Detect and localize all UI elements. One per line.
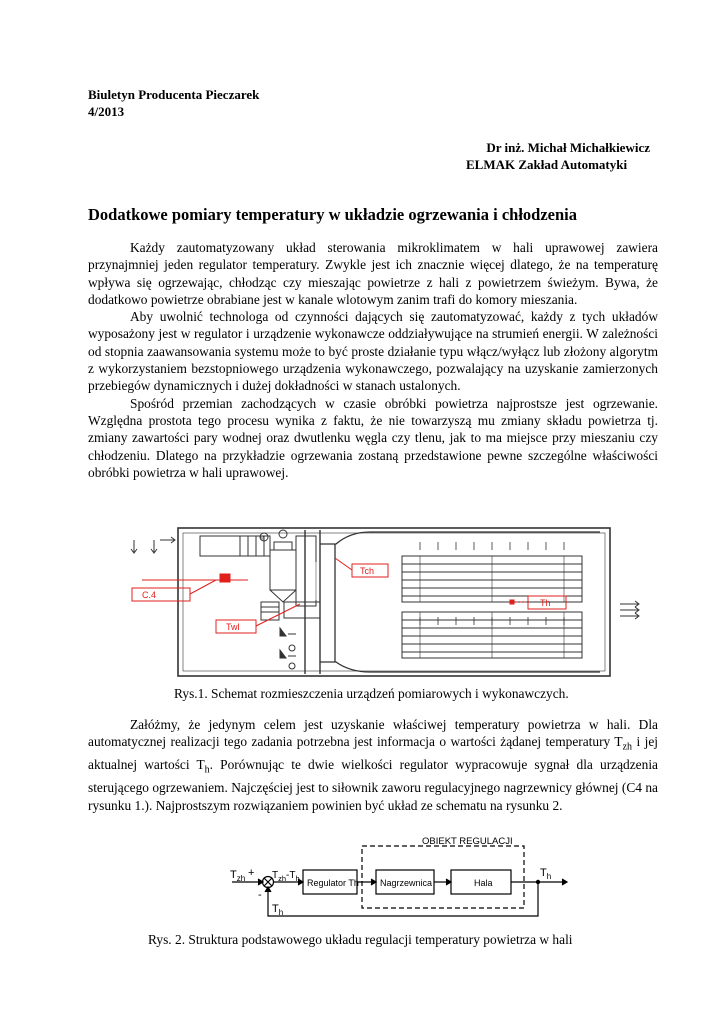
control-object-label: OBIEKT REGULACJI bbox=[422, 836, 513, 847]
issue-number: 4/2013 bbox=[88, 104, 125, 119]
figure-1-schematic bbox=[120, 522, 650, 682]
heater-unit bbox=[270, 550, 296, 590]
figure-1-caption: Rys.1. Schemat rozmieszczenia urządzeń pomiarowych i wykonawczych. bbox=[174, 686, 569, 701]
minus-sign: - bbox=[258, 889, 262, 901]
journal-name: Biuletyn Producenta Pieczarek bbox=[88, 87, 260, 102]
article-body bbox=[88, 239, 658, 481]
paragraph-2: Aby uwolnić technologa od czynności dających się zautomatyzować, każdy z tych układów wyposażony jest w regulator i urządzenie wykonawcze oddziaływujące na strumień energii. W zależności od stopnia zaawansowania systemu może to być proste działanie typu włącz/wyłącz lub złożony algorytm z wykorzystaniem bezstopniowego urządzenia wykonawczego, pozwalający na uzyskanie zamierzonych przebiegów dynamicznych i dużej dokładności w stanach ustalonych. bbox=[88, 309, 658, 394]
output-label: $T_h$ bbox=[540, 867, 552, 881]
th-subscript: h bbox=[204, 764, 210, 776]
th-label: Th bbox=[540, 598, 551, 608]
twl-label: Twl bbox=[226, 622, 240, 632]
c4-tag bbox=[132, 588, 190, 601]
heater-label: Nagrzewnica bbox=[380, 878, 433, 888]
error-signal-label: $T_{zh}-T_h$ bbox=[272, 870, 300, 883]
regulator-label: Regulator Th bbox=[307, 878, 359, 888]
paragraph-1: Każdy zautomatyzowany układ sterowania mikroklimatem w hali uprawowej zawiera przynajmniej jeden regulator temperatury. Zwykle jest ich znacznie więcej dlatego, że na temperaturę wpływa się ogrzewając, chłodząc czy mieszając powietrze z hali z powietrzem świeżym. Bywa, że dodatkowo powietrze obrabiane jest w kanale wlotowym zanim trafi do komory mieszania. bbox=[88, 240, 658, 307]
paragraph-3: Spośród przemian zachodzących w czasie obróbki powietrza najprostsze jest ogrzewanie. Względna prostota tego procesu wynika z faktu, że nie towarzyszą mu zmiany składu powietrza tj. zmiany zawartości pary wodnej oraz dwutlenku węgla czy tlenu, jak to ma miejsce przy mieszaniu czy chłodzeniu. Dlatego na przykładzie ogrzewania zostaną przedstawione pewne szczególne właściwości obróbki powietrza w hali uprawowej. bbox=[88, 395, 658, 480]
article-title: Dodatkowe pomiary temperatury w układzie ogrzewania i chłodzenia bbox=[88, 205, 577, 224]
hall-label: Hala bbox=[474, 878, 493, 888]
tzh-subscript: zh bbox=[622, 741, 633, 753]
tch-label: Tch bbox=[360, 566, 375, 576]
figure-2-block-diagram bbox=[228, 832, 578, 924]
paragraph-4-part-1: Załóżmy, że jedynym celem jest uzyskanie właściwej temperatury powietrza w hali. Dla automatycznej realizacji tego zadania potrzebna jest informacja o wartości żądanej temperatury T bbox=[88, 717, 658, 750]
c4-label: C.4 bbox=[142, 590, 157, 600]
paragraph-4-part-3: . Porównując te dwie wielkości regulator wypracowuje sygnał dla urządzenia sterującego ogrzewaniem. Najczęściej jest to siłownik zaworu regulacyjnego nagrzewnicy głównej (C4 na rysunku 1.). Najprostszym rozwiązaniem powinien być układ ze schematu na rysunku 2. bbox=[88, 757, 658, 813]
feedback-label: $T_h$ bbox=[272, 903, 284, 917]
exhaust-arrows bbox=[620, 601, 639, 619]
author-company: ELMAK Zakład Automatyki bbox=[466, 157, 628, 172]
growing-shelves-upper bbox=[402, 556, 582, 602]
motor-label: M bbox=[260, 536, 265, 542]
author-name: Dr inż. Michał Michałkiewicz bbox=[486, 140, 650, 155]
inlet-duct bbox=[200, 536, 240, 556]
paragraph-4-part-2: i jej aktualnej wartości T bbox=[88, 734, 658, 773]
control-object-boundary bbox=[362, 846, 524, 908]
fresh-air-arrows bbox=[131, 537, 175, 553]
paragraph-4 bbox=[88, 716, 658, 814]
fan-icon bbox=[261, 602, 279, 620]
figure-2-caption: Rys. 2. Struktura podstawowego układu regulacji temperatury powietrza w hali bbox=[148, 932, 573, 947]
growing-shelves-lower bbox=[402, 612, 582, 658]
plus-sign: + bbox=[248, 867, 255, 879]
supply-channel bbox=[320, 532, 600, 544]
setpoint-label: $T_{zh}$ bbox=[230, 869, 246, 883]
